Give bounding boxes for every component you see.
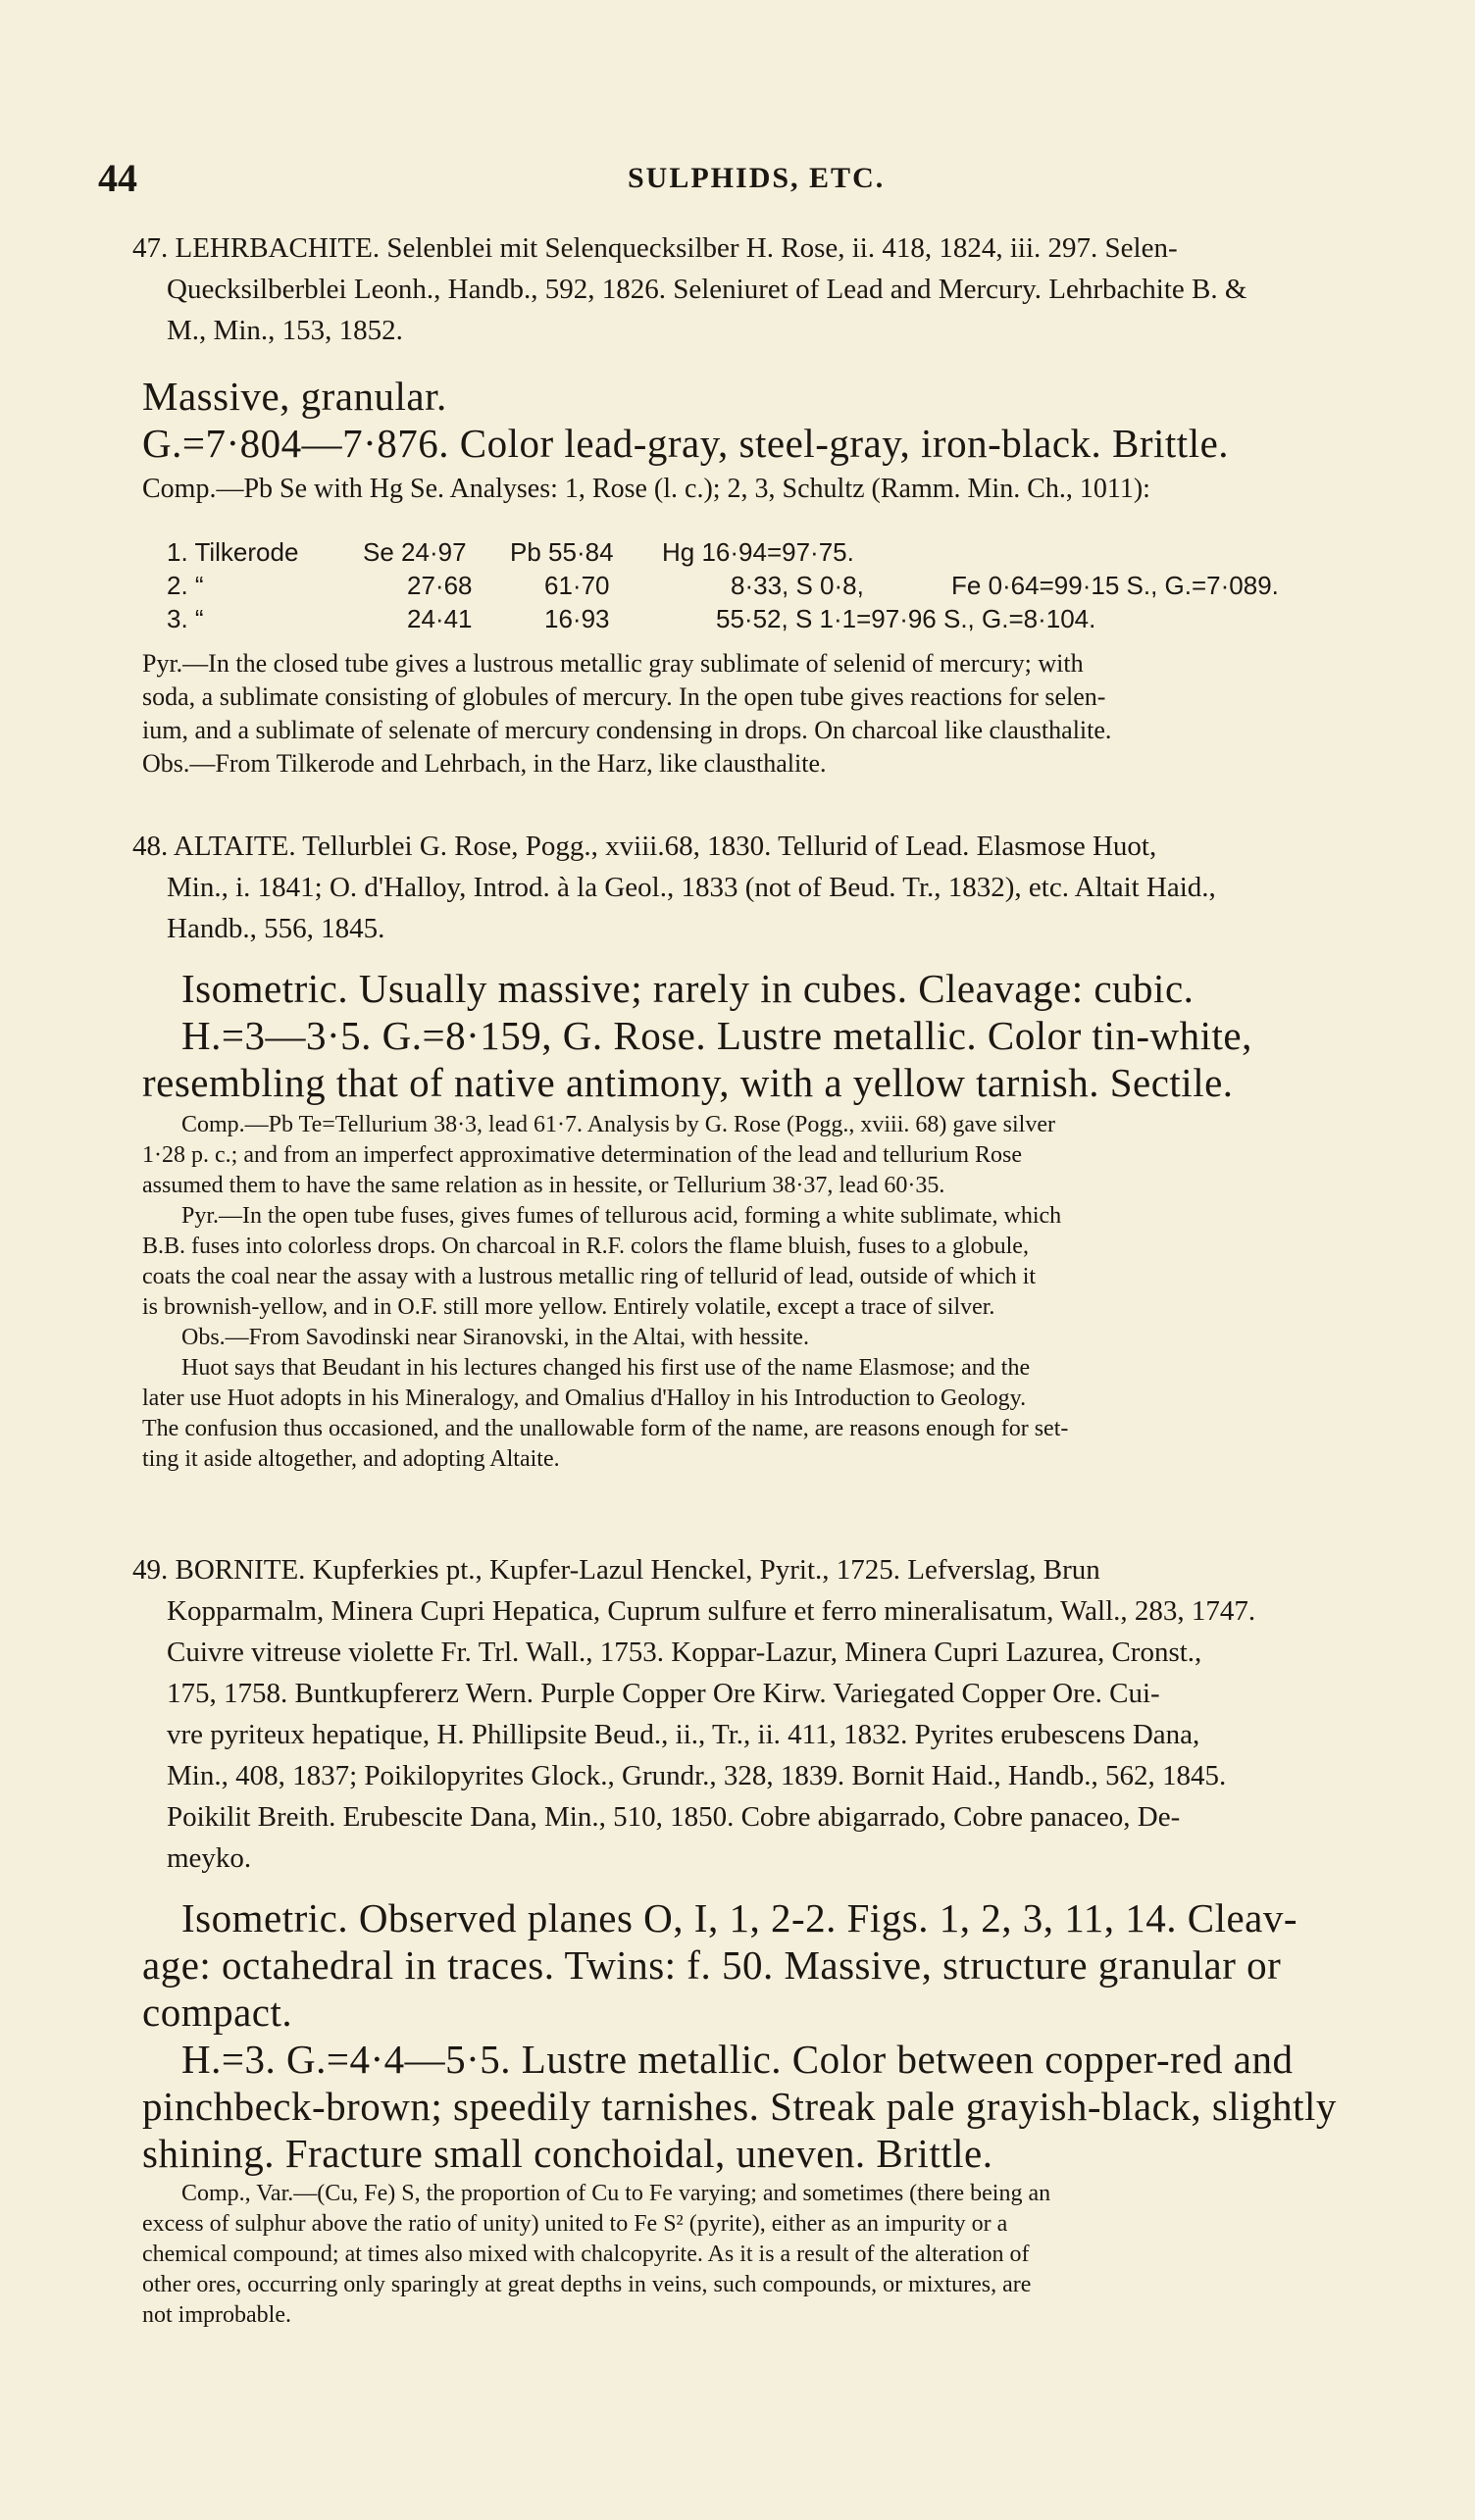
entry-47-description	[142, 373, 1447, 467]
table-cell: Pb 55·84	[510, 537, 614, 567]
text-line: Pyr.—In the open tube fuses, gives fumes of tellurous acid, forming a white sublimate, which	[181, 1203, 1062, 1229]
entry-47-comp: Comp.—Pb Se with Hg Se. Analyses: 1, Rose (l. c.); 2, 3, Schultz (Ramm. Min. Ch., 1011):	[142, 474, 1150, 504]
text-line: excess of sulphur above the ratio of unity) united to Fe S² (pyrite), either as an impurity or a	[142, 2211, 1008, 2237]
text-line: 1·28 p. c.; and from an imperfect approximative determination of the lead and tellurium Rose	[142, 1142, 1023, 1168]
text-line: Handb., 556, 1845.	[167, 913, 385, 944]
text-line: Comp.—Pb Te=Tellurium 38·3, lead 61·7. Analysis by G. Rose (Pogg., xviii. 68) gave silver	[181, 1112, 1055, 1137]
text-line: ium, and a sublimate of selenate of mercury condensing in drops. On charcoal like clausthalite.	[142, 716, 1112, 744]
text-line: chemical compound; at times also mixed with chalcopyrite. As it is a result of the alteration of	[142, 2242, 1030, 2267]
text-line: Min., i. 1841; O. d'Halloy, Introd. à la Geol., 1833 (not of Beud. Tr., 1832), etc. Altait Haid.,	[167, 872, 1216, 903]
table-cell: 55·52, S 1·1=97·96 S., G.=8·104.	[716, 604, 1096, 633]
table-cell: 3. “	[167, 604, 204, 633]
text-line: assumed them to have the same relation as in hessite, or Tellurium 38·37, lead 60·35.	[142, 1173, 945, 1198]
text-line: not improbable.	[142, 2302, 291, 2328]
entry-49-comp	[142, 2179, 1447, 2331]
table-cell: 1. Tilkerode	[167, 537, 299, 567]
text-line: 175, 1758. Buntkupfererz Wern. Purple Copper Ore Kirw. Variegated Copper Ore. Cui-	[167, 1678, 1160, 1709]
text-line: Pyr.—In the closed tube gives a lustrous metallic gray sublimate of selenid of mercury; with	[142, 649, 1084, 678]
entry-47-analyses-table	[167, 537, 1471, 645]
text-line: 48. ALTAITE. Tellurblei G. Rose, Pogg., xviii.68, 1830. Tellurid of Lead. Elasmose Huot,	[132, 831, 1157, 862]
text-line: Comp., Var.—(Cu, Fe) S, the proportion of Cu to Fe varying; and sometimes (there being an	[181, 2181, 1051, 2206]
table-cell: Se 24·97	[363, 537, 467, 567]
text-line: Cuivre vitreuse violette Fr. Trl. Wall., 1753. Koppar-Lazur, Minera Cupri Lazurea, Cronst.,	[167, 1637, 1202, 1668]
entry-47-pyr	[142, 647, 1447, 781]
text-line: Massive, granular.	[142, 374, 447, 419]
text-line: meyko.	[167, 1842, 252, 1874]
text-line: Obs.—From Tilkerode and Lehrbach, in the Harz, like clausthalite.	[142, 749, 827, 778]
table-cell: 24·41	[407, 604, 473, 633]
text-line: other ores, occurring only sparingly at great depths in veins, such compounds, or mixtures, are	[142, 2272, 1032, 2297]
text-line: coats the coal near the assay with a lustrous metallic ring of tellurid of lead, outside of which it	[142, 1264, 1037, 1289]
text-line: H.=3. G.=4·4—5·5. Lustre metallic. Color between copper-red and	[181, 2037, 1294, 2082]
entry-47-synonymy	[132, 227, 1437, 351]
text-line: is brownish-yellow, and in O.F. still more yellow. Entirely volatile, except a trace of silver.	[142, 1294, 995, 1320]
entry-49-description	[142, 1894, 1447, 2177]
text-line: pinchbeck-brown; speedily tarnishes. Streak pale grayish-black, slightly	[142, 2084, 1337, 2129]
table-cell: 16·93	[544, 604, 610, 633]
text-line: Isometric. Usually massive; rarely in cubes. Cleavage: cubic.	[181, 966, 1195, 1011]
table-cell: 61·70	[544, 571, 610, 600]
text-line: M., Min., 153, 1852.	[167, 315, 403, 346]
text-line: soda, a sublimate consisting of globules of mercury. In the open tube gives reactions for selen-	[142, 682, 1106, 711]
text-line: 49. BORNITE. Kupferkies pt., Kupfer-Lazul Henckel, Pyrit., 1725. Lefverslag, Brun	[132, 1554, 1100, 1586]
text-line: Isometric. Observed planes O, I, 1, 2-2. Figs. 1, 2, 3, 11, 14. Cleav-	[181, 1895, 1298, 1940]
text-line: Poikilit Breith. Erubescite Dana, Min., 510, 1850. Cobre abigarrado, Cobre panaceo, De-	[167, 1801, 1181, 1833]
table-cell: 2. “	[167, 571, 204, 600]
running-title: SULPHIDS, ETC.	[628, 162, 886, 194]
text-line: vre pyriteux hepatique, H. Phillipsite Beud., ii., Tr., ii. 411, 1832. Pyrites erubescens Dana,	[167, 1719, 1200, 1750]
table-cell: 27·68	[407, 571, 473, 600]
table-cell: Hg 16·94=97·75.	[662, 537, 854, 567]
text-line: H.=3—3·5. G.=8·159, G. Rose. Lustre metallic. Color tin-white,	[181, 1013, 1252, 1058]
text-line: ting it aside altogether, and adopting Altaite.	[142, 1446, 560, 1472]
text-line: later use Huot adopts in his Mineralogy, and Omalius d'Halloy in his Introduction to Geology.	[142, 1386, 1027, 1411]
text-line: The confusion thus occasioned, and the unallowable form of the name, are reasons enough for set-	[142, 1416, 1069, 1441]
text-line: G.=7·804—7·876. Color lead-gray, steel-gray, iron-black. Brittle.	[142, 421, 1230, 466]
entry-48-synonymy	[132, 826, 1437, 949]
text-line: Obs.—From Savodinski near Siranovski, in the Altai, with hessite.	[181, 1325, 809, 1350]
text-line: shining. Fracture small conchoidal, uneven. Brittle.	[142, 2131, 993, 2176]
text-line: Huot says that Beudant in his lectures changed his first use of the name Elasmose; and the	[181, 1355, 1031, 1381]
text-line: resembling that of native antimony, with a yellow tarnish. Sectile.	[142, 1060, 1234, 1105]
entry-49-synonymy	[132, 1549, 1437, 1879]
text-line: B.B. fuses into colorless drops. On charcoal in R.F. colors the flame bluish, fuses to a globule,	[142, 1234, 1029, 1259]
text-line: 47. LEHRBACHITE. Selenblei mit Selenquecksilber H. Rose, ii. 418, 1824, iii. 297. Selen-	[132, 232, 1178, 264]
entry-48-notes	[142, 1110, 1447, 1475]
text-line: Kopparmalm, Minera Cupri Hepatica, Cuprum sulfure et ferro mineralisatum, Wall., 283, 1747.	[167, 1595, 1256, 1627]
entry-48-description	[142, 965, 1447, 1106]
text-line: Quecksilberblei Leonh., Handb., 592, 1826. Seleniuret of Lead and Mercury. Lehrbachite B. &	[167, 274, 1247, 305]
table-cell: 8·33, S 0·8,	[731, 571, 864, 600]
table-cell: Fe 0·64=99·15 S., G.=7·089.	[951, 571, 1279, 600]
page-number: 44	[98, 156, 137, 200]
text-line: age: octahedral in traces. Twins: f. 50. Massive, structure granular or	[142, 1942, 1282, 1988]
text-line: Min., 408, 1837; Poikilopyrites Glock., Grundr., 328, 1839. Bornit Haid., Handb., 562, 1845.	[167, 1760, 1227, 1791]
text-line: compact.	[142, 1990, 293, 2035]
